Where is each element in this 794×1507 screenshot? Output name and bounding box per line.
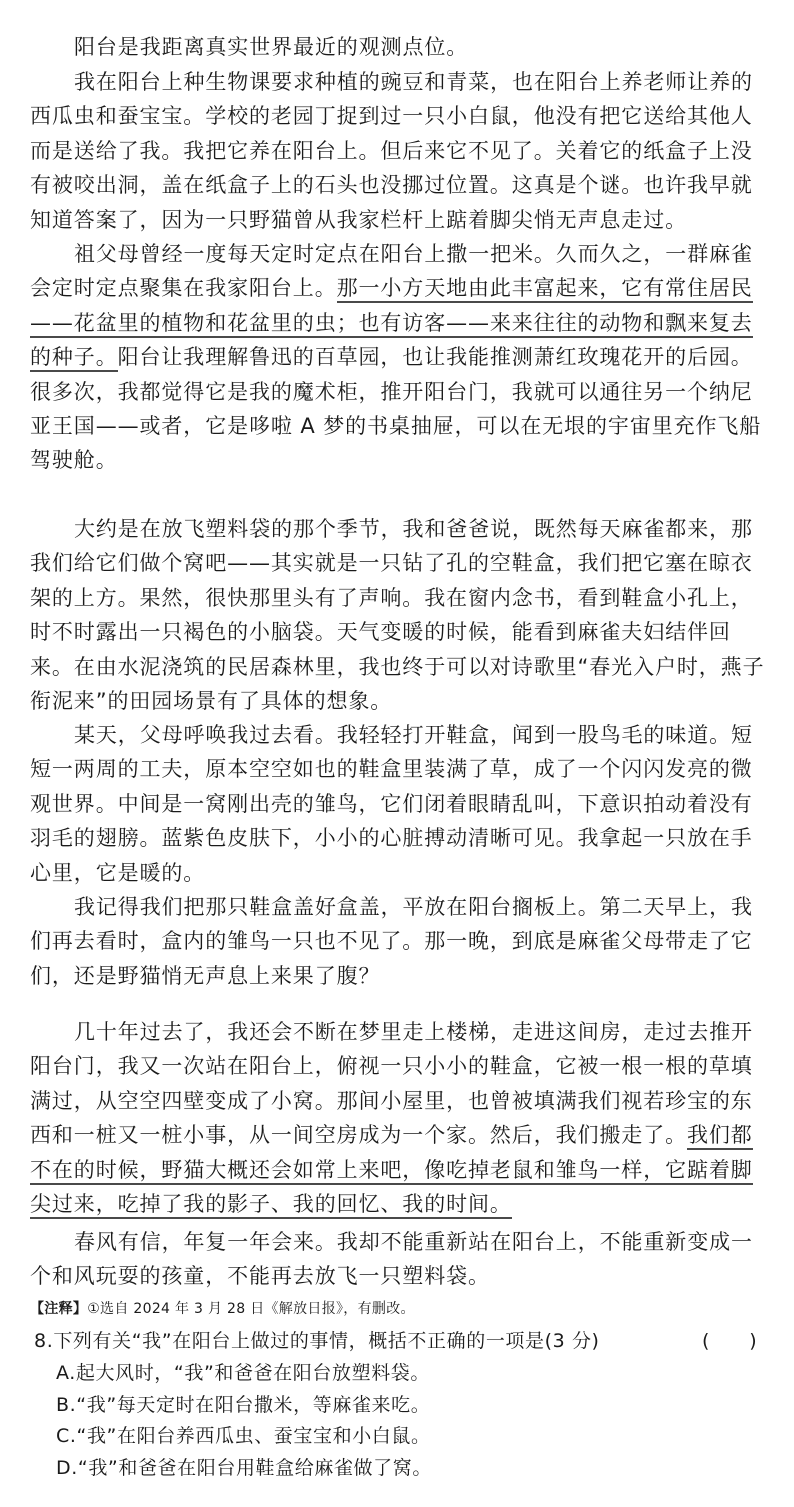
question-text: 8.下列有关“我”在阳台上做过的事情，概括不正确的一项是(3 分) bbox=[34, 1330, 600, 1352]
option-c[interactable]: C.“我”在阳台养西瓜虫、蚕宝宝和小白鼠。 bbox=[56, 1425, 431, 1447]
paragraph-8 bbox=[30, 1225, 770, 1294]
paragraph-1 bbox=[30, 30, 770, 64]
paragraph-2 bbox=[30, 65, 770, 237]
note-text: ①选自 2024 年 3 月 28 日《解放日报》，有删改。 bbox=[87, 1301, 415, 1317]
underlined-sentence: 那一小方天地由此丰富起来，它有常住居民——花盆里的植物和花盆里的虫；也有访客——来来往往的动物和飘来复去的种子。 bbox=[30, 276, 753, 372]
note-tag: 【注释】 bbox=[30, 1301, 88, 1317]
paragraph-text: 阳台是我距离真实世界最近的观测点位。 bbox=[74, 35, 469, 59]
paragraph-4 bbox=[30, 512, 770, 718]
paragraph-7 bbox=[30, 1015, 770, 1221]
paragraph-text: 祖父母曾经一度每天定时定点在阳台上撒一把米。久而久之，一群麻雀会定时定点聚集在我家阳台上。 bbox=[30, 242, 753, 301]
paragraph-text: 某天，父母呼唤我过去看。我轻轻打开鞋盒，闻到一股鸟毛的味道。短短一两周的工夫，原本空空如也的鞋盒里装满了草，成了一个闪闪发亮的微观世界。中间是一窝刚出壳的雏鸟，它们闭着眼睛乱叫，下意识拍动着没有羽毛的翅膀。蓝紫色皮肤下，小小的心脏搏动清晰可见。我拿起一只放在手心里，它是暖的。 bbox=[30, 723, 753, 885]
paragraph-text: 大约是在放飞塑料袋的那个季节，我和爸爸说，既然每天麻雀都来，那我们给它们做个窝吧——其实就是一只钻了孔的空鞋盒，我们把它塞在晾衣架的上方。果然，很快那里头有了声响。我在窗内念书，看到鞋盒小孔上，时不时露出一只褐色的小脑袋。天气变暖的时候，能看到麻雀夫妇结伴回来。在由水泥浇筑的民居森林里，我也终于可以对诗歌里“春光入户时，燕子衔泥来”的田园场景有了具体的想象。 bbox=[30, 517, 765, 714]
question-stem bbox=[34, 1326, 774, 1356]
answer-blank[interactable]: ( ) bbox=[702, 1330, 758, 1352]
paragraph-6 bbox=[30, 890, 770, 993]
paragraph-text: 我记得我们把那只鞋盒盖好盒盖，平放在阳台搁板上。第二天早上，我们再去看时，盒内的雏鸟一只也不见了。那一晚，到底是麻雀父母带走了它们，还是野猫悄无声息上来果了腹？ bbox=[30, 895, 753, 988]
paragraph-5 bbox=[30, 718, 770, 890]
paragraph-3 bbox=[30, 237, 770, 478]
option-d[interactable]: D.“我”和爸爸在阳台用鞋盒给麻雀做了窝。 bbox=[56, 1457, 432, 1479]
paragraph-text: 几十年过去了，我还会不断在梦里走上楼梯，走进这间房，走过去推开阳台门，我又一次站在阳台上，俯视一只小小的鞋盒，它被一根一根的草填满过，从空空四壁变成了小窝。那间小屋里，也曾被填满我们视若珍宝的东西和一桩又一桩小事，从一间空房成为一个家。然后，我们搬走了。 bbox=[30, 1020, 753, 1148]
paragraph-text: 阳台让我理解鲁迅的百草园，也让我能推测萧红玫瑰花开的后园。很多次，我都觉得它是我的魔术柜，推开阳台门，我就可以通往另一个纳尼亚王国——或者，它是哆啦 A 梦的书桌抽屉，可以在无垠的宇宙里充作飞船驾驶舱。 bbox=[30, 345, 762, 473]
option-b[interactable]: B.“我”每天定时在阳台撒米，等麻雀来吃。 bbox=[56, 1394, 431, 1416]
underlined-sentence: 我们都不在的时候，野猫大概还会如常上来吧，像吃掉老鼠和雏鸟一样，它踮着脚尖过来，吃掉了我的影子、我的回忆、我的时间。 bbox=[30, 1123, 753, 1219]
paragraph-text: 我在阳台上种生物课要求种植的豌豆和青菜，也在阳台上养老师让养的西瓜虫和蚕宝宝。学校的老园丁捉到过一只小白鼠，他没有把它送给其他人而是送给了我。我把它养在阳台上。但后来它不见了。关着它的纸盒子上没有被咬出洞，盖在纸盒子上的石头也没挪过位置。这真是个谜。也许我早就知道答案了，因为一只野猫曾从我家栏杆上踮着脚尖悄无声息走过。 bbox=[30, 70, 753, 232]
paragraph-text: 春风有信，年复一年会来。我却不能重新站在阳台上，不能重新变成一个和风玩耍的孩童，不能再去放飞一只塑料袋。 bbox=[30, 1230, 753, 1289]
option-a[interactable]: A.起大风时，“我”和爸爸在阳台放塑料袋。 bbox=[56, 1362, 430, 1384]
annotation-note bbox=[30, 1298, 770, 1320]
